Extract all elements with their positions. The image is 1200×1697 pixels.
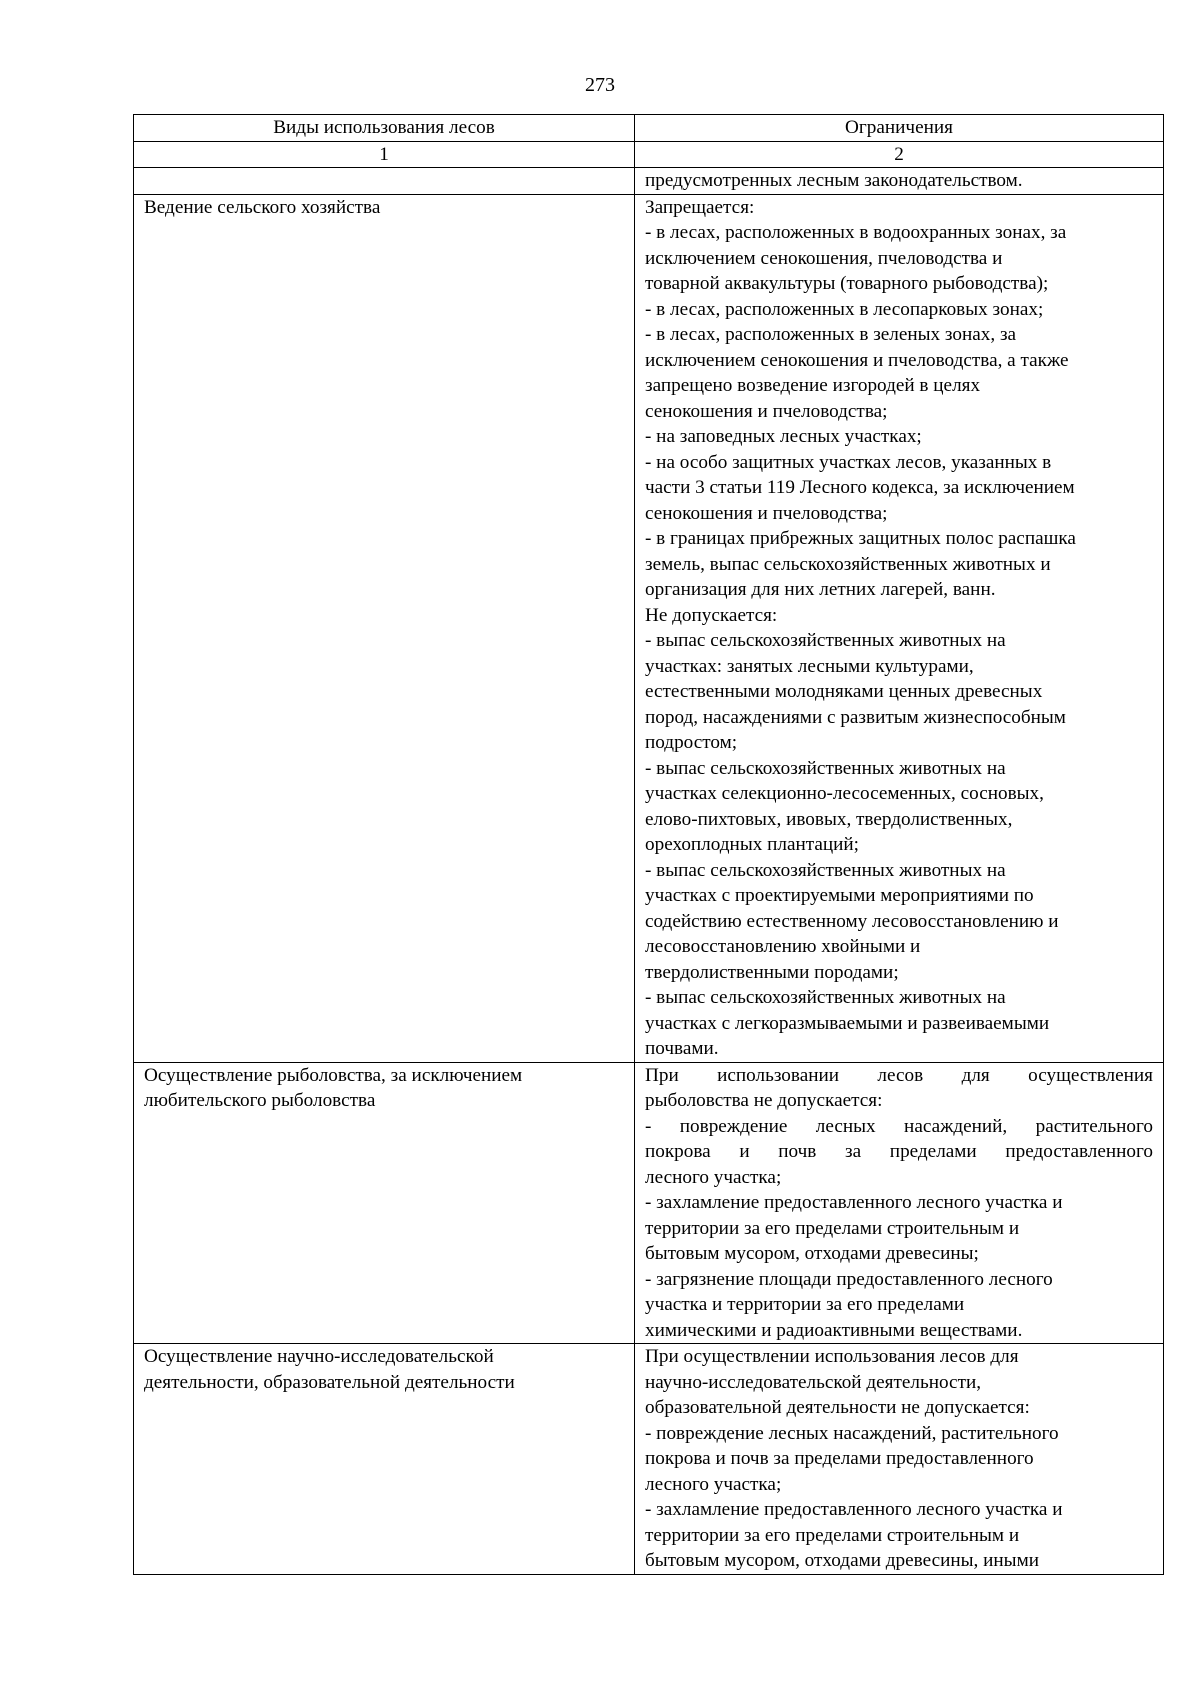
restriction-line: - повреждение лесных насаждений, растительного xyxy=(645,1422,1059,1444)
restriction-line: Не допускается: xyxy=(645,604,778,626)
table-row xyxy=(134,168,1164,195)
restriction-line: покрова и почв за пределами предоставленного xyxy=(645,1448,1034,1469)
table-row xyxy=(134,1344,1164,1575)
forest-use-line: Ведение сельского хозяйства xyxy=(144,196,381,218)
restriction-line: товарной аквакультуры (товарного рыбоводства); xyxy=(645,273,1049,294)
restriction-line: рыболовства не допускается: xyxy=(645,1090,883,1111)
restriction-line: орехоплодных плантаций; xyxy=(645,834,860,855)
restriction-line: Запрещается: xyxy=(645,196,755,218)
restriction-line: твердолиственными породами; xyxy=(645,961,899,983)
column-header-restrictions: Ограничения xyxy=(635,115,1164,142)
restriction-line: исключением сенокошения и пчеловодства, а также xyxy=(645,349,1069,371)
restriction-line: бытовым мусором, отходами древесины; xyxy=(645,1243,979,1264)
restriction-line: сенокошения и пчеловодства; xyxy=(645,502,888,524)
restriction-line: части 3 статьи 119 Лесного кодекса, за исключением xyxy=(645,477,1075,498)
restriction-line: При использовании лесов для осуществления xyxy=(645,1064,1153,1086)
restrictions-cell xyxy=(635,194,1164,1062)
table-header-row xyxy=(134,115,1164,142)
restriction-line: - выпас сельскохозяйственных животных на xyxy=(645,987,1006,1008)
restriction-line: - в границах прибрежных защитных полос распашка xyxy=(645,528,1076,549)
table-row xyxy=(134,1062,1164,1344)
restriction-line: лесного участка; xyxy=(645,1166,782,1188)
restriction-line: земель, выпас сельскохозяйственных животных и xyxy=(645,553,1051,575)
restriction-line: запрещено возведение изгородей в целях xyxy=(645,375,981,396)
restriction-line: - в лесах, расположенных в зеленых зонах, за xyxy=(645,324,1017,345)
restriction-line: почвами. xyxy=(645,1038,719,1059)
forest-use-cell xyxy=(134,1344,635,1575)
forest-use-cell xyxy=(134,194,635,1062)
column-number-2: 2 xyxy=(635,141,1164,168)
restriction-line: образовательной деятельности не допускается: xyxy=(645,1397,1030,1418)
column-number-1: 1 xyxy=(134,141,635,168)
restriction-line: - захламление предоставленного лесного участка и xyxy=(645,1499,1063,1520)
restriction-line: предусмотренных лесным законодательством. xyxy=(645,170,1023,191)
restriction-line: подростом; xyxy=(645,732,738,753)
restriction-line: лесного участка; xyxy=(645,1473,782,1495)
restriction-line: содействию естественному лесовосстановлению и xyxy=(645,910,1059,932)
table-body xyxy=(134,168,1164,1575)
restriction-line: - на заповедных лесных участках; xyxy=(645,426,922,447)
restriction-line: лесовосстановлению хвойными и xyxy=(645,936,921,957)
restriction-line: пород, насаждениями с развитым жизнеспособным xyxy=(645,706,1066,728)
restriction-line: участках с легкоразмываемыми и развеиваемыми xyxy=(645,1012,1050,1034)
restriction-line: При осуществлении использования лесов для xyxy=(645,1346,1019,1367)
restriction-line: - выпас сельскохозяйственных животных на xyxy=(645,859,1006,881)
restriction-line: организация для них летних лагерей, ванн. xyxy=(645,579,996,600)
restrictions-table xyxy=(133,114,1164,1575)
forest-use-cell xyxy=(134,1062,635,1344)
restriction-line: естественными молодняками ценных древесных xyxy=(645,681,1043,702)
restriction-line: елово-пихтовых, ивовых, твердолиственных, xyxy=(645,808,1013,830)
restriction-line: территории за его пределами строительным и xyxy=(645,1524,1020,1546)
restriction-line: - повреждение лесных насаждений, растительного xyxy=(645,1115,1153,1137)
restriction-line: участках: занятых лесными культурами, xyxy=(645,655,974,677)
restriction-line: исключением сенокошения, пчеловодства и xyxy=(645,247,1003,269)
restriction-line: сенокошения и пчеловодства; xyxy=(645,400,888,422)
restriction-line: покрова и почв за пределами предоставленного xyxy=(645,1141,1153,1162)
restriction-line: бытовым мусором, отходами древесины, иными xyxy=(645,1550,1039,1571)
forest-use-cell xyxy=(134,168,635,195)
page-number: 273 xyxy=(585,74,615,96)
restriction-line: - захламление предоставленного лесного участка и xyxy=(645,1192,1063,1213)
restriction-line: - выпас сельскохозяйственных животных на xyxy=(645,757,1006,779)
forest-use-line: любительского рыболовства xyxy=(144,1090,376,1111)
restrictions-cell xyxy=(635,1062,1164,1344)
restriction-line: участках селекционно-лесосеменных, сосновых, xyxy=(645,783,1044,804)
column-header-forest-use: Виды использования лесов xyxy=(134,115,635,142)
restriction-line: - выпас сельскохозяйственных животных на xyxy=(645,630,1006,651)
forest-use-line: Осуществление научно-исследовательской xyxy=(144,1346,494,1367)
restriction-line: территории за его пределами строительным и xyxy=(645,1217,1020,1239)
column-number-row xyxy=(134,141,1164,168)
restriction-line: - в лесах, расположенных в лесопарковых зонах; xyxy=(645,298,1044,320)
forest-use-line: деятельности, образовательной деятельности xyxy=(144,1371,515,1393)
restrictions-cell xyxy=(635,168,1164,195)
restriction-line: химическими и радиоактивными веществами. xyxy=(645,1319,1023,1341)
restrictions-cell xyxy=(635,1344,1164,1575)
restriction-line: - на особо защитных участках лесов, указанных в xyxy=(645,451,1052,473)
restriction-line: - в лесах, расположенных в водоохранных зонах, за xyxy=(645,222,1067,243)
table-row xyxy=(134,194,1164,1062)
forest-use-line: Осуществление рыболовства, за исключением xyxy=(144,1064,523,1086)
restriction-line: участках с проектируемыми мероприятиями по xyxy=(645,885,1034,906)
restriction-line: - загрязнение площади предоставленного лесного xyxy=(645,1268,1053,1290)
restriction-line: научно-исследовательской деятельности, xyxy=(645,1371,982,1393)
restriction-line: участка и территории за его пределами xyxy=(645,1294,965,1315)
